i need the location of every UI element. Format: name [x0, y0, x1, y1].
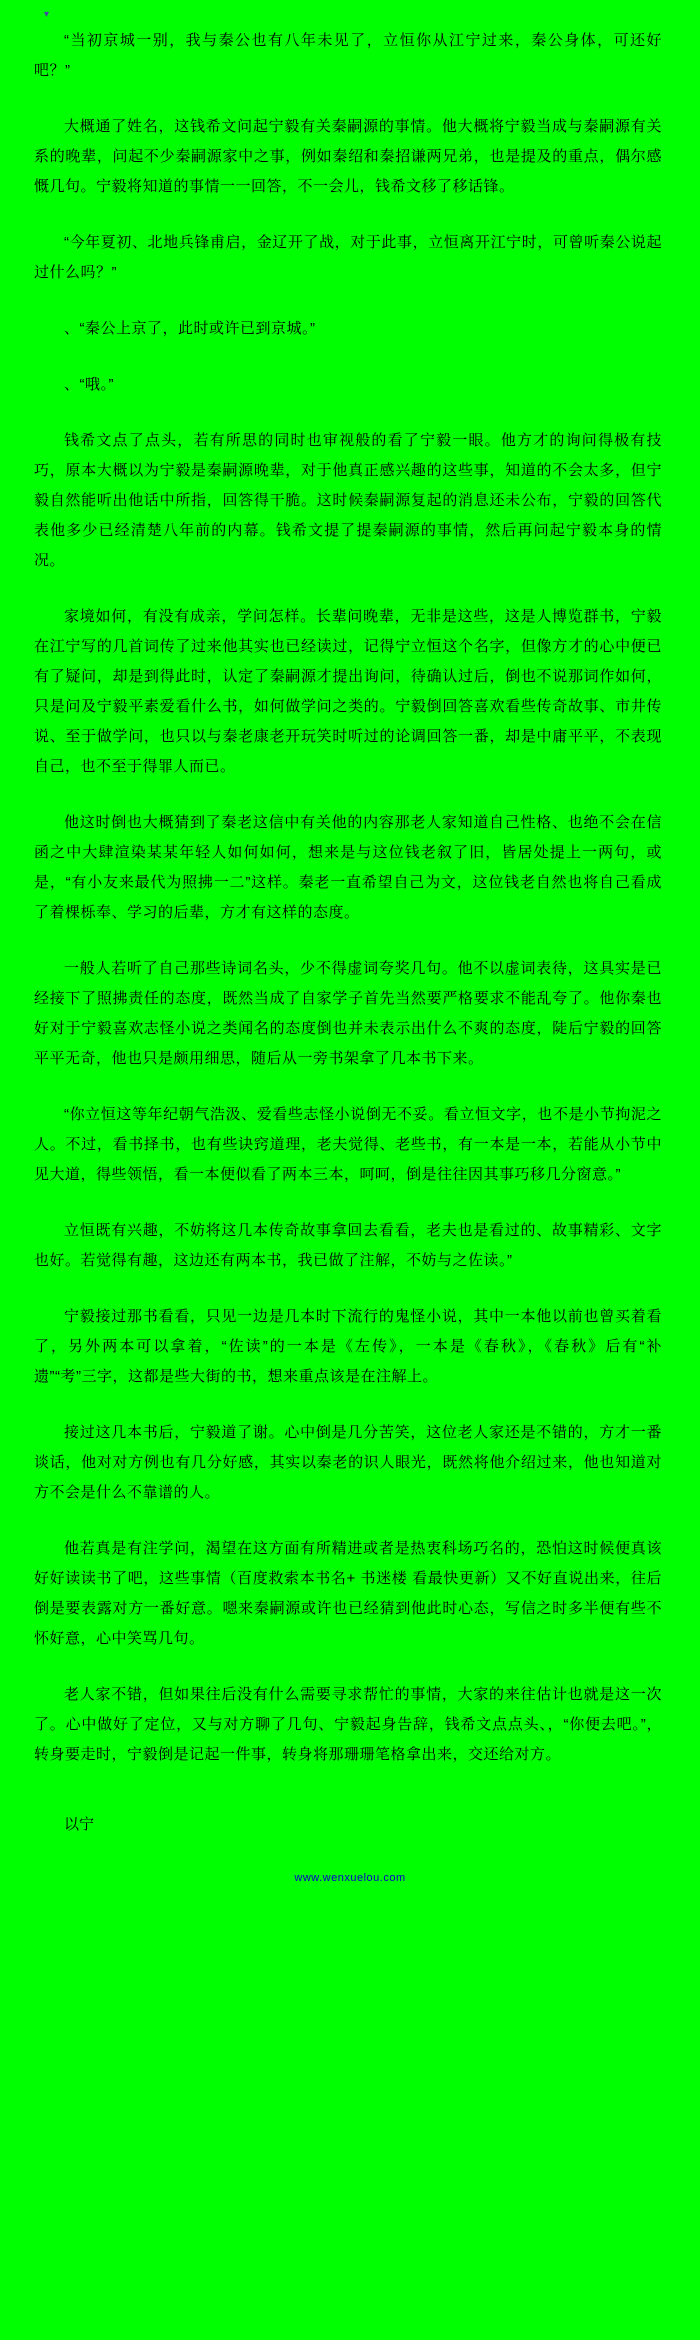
signature: 以宁 — [64, 1816, 95, 1833]
paragraph: 、“秦公上京了，此时或许已到京城。” — [64, 320, 316, 337]
paragraph: 立恒既有兴趣，不妨将这几本传奇故事拿回去看看，老夫也是看过的、故事精彩、文字也好。若觉得有趣，这边还有两本书，我已做了注解，不妨与之佐读。” — [34, 1222, 662, 1269]
top-spacer — [0, 0, 700, 26]
paragraph: “你立恒这等年纪朝气浩汲、爱看些志怪小说倒无不妥。看立恒文字，也不是小节拘泥之人。不过，看书择书，也有些诀窍道理，老夫觉得、老些书，有一本是一本，若能从小节中见大道，得些领悟，看一本便似看了两本三本，呵呵，倒是往往因其事巧移几分窗意。” — [34, 1106, 662, 1183]
paragraph: 家境如何，有没有成亲，学问怎样。长辈问晚辈，无非是这些，这是人博览群书，宁毅在江宁写的几首词传了过来他其实也已经读过，记得宁立恒这个名字，但像方才的心中便已有了疑问，却是到得此时，认定了秦嗣源才提出询问，待确认过后，倒也不说那词作如何，只是问及宁毅平素爱看什么书，如何做学问之类的。宁毅倒回答喜欢看些传奇故事、市井传说、至于做学问，也只以与秦老康老开玩笑时听过的论调回答一番，却是中庸平平，不表现自己，也不至于得罪人而已。 — [34, 608, 662, 775]
page-footer — [0, 1850, 700, 1900]
paragraph: 他若真是有注学问，渴望在这方面有所精进或者是热衷科场巧名的，恐怕这时候便真该好好读读书了吧，这些事情（百度救索本书名+ 书迷楼 看最快更新）又不好直说出来，往后倒是要表露对方一番好意。嗯来秦嗣源或许也已经猜到他此时心态，写信之时多半便有些不怀好意，心中笑骂几句。 — [34, 1540, 662, 1647]
paragraph: 他这时倒也大概猜到了秦老这信中有关他的内容那老人家知道自己性格、也绝不会在信函之中大肆渲染某某年轻人如何如何，想来是与这位钱老叙了旧，皆居处提上一两句，或是，“有小友来最代为照拂一二”这样。秦老一直希望自己为文，这位钱老自然也将自己看成了着棵栎奉、学习的后辈，方才有这样的态度。 — [34, 814, 662, 921]
paragraph: “当初京城一别，我与秦公也有八年未见了，立恒你从江宁过来，秦公身体，可还好吧？” — [34, 32, 662, 79]
top-marker-glyph: ▾ — [44, 9, 50, 20]
paragraph: “今年夏初、北地兵锋甫启，金辽开了战，对于此事，立恒离开江宁时，可曾听秦公说起过什么吗？” — [34, 234, 662, 281]
paragraph: 、“哦。” — [64, 376, 114, 393]
paragraph: 接过这几本书后，宁毅道了谢。心中倒是几分苦笑，这位老人家还是不错的，方才一番谈话，他对对方例也有几分好感，其实以秦老的识人眼光，既然将他介绍过来，他也知道对方不会是什么不靠谱的人。 — [34, 1424, 662, 1501]
paragraph: 大概通了姓名，这钱希文问起宁毅有关秦嗣源的事情。他大概将宁毅当成与秦嗣源有关系的晚辈，问起不少秦嗣源家中之事，例如秦绍和秦招谦两兄弟，也是提及的重点，偶尔感慨几句。宁毅将知道的事情一一回答，不一会儿，钱希文移了移话锋。 — [34, 118, 662, 195]
paragraph: 钱希文点了点头，若有所思的同时也审视般的看了宁毅一眼。他方才的询问得极有技巧，原本大概以为宁毅是秦嗣源晚辈，对于他真正感兴趣的这些事，知道的不会太多，但宁毅自然能听出他话中所指，回答得干脆。这时候秦嗣源复起的消息还未公布，宁毅的回答代表他多少已经清楚八年前的内幕。钱希文提了提秦嗣源的事情，然后再问起宁毅本身的情况。 — [34, 432, 662, 569]
paragraph: 宁毅接过那书看看，只见一边是几本时下流行的鬼怪小说，其中一本他以前也曾买着看了，另外两本可以拿着，“佐读”的一本是《左传》，一本是《春秋》，《春秋》后有“补遗”“考”三字，这都是些大街的书，想来重点该是在注解上。 — [34, 1308, 662, 1385]
paragraph: 一般人若听了自己那些诗词名头，少不得虚词夸奖几句。他不以虚词表待，这具实是已经接下了照拂责任的态度，既然当成了自家学子首先当然要严格要求不能乱夸了。他你秦也好对于宁毅喜欢志怪小说之类闻名的态度倒也并未表示出什么不爽的态度，陡后宁毅的回答平平无奇，他也只是颇用细思，随后从一旁书架拿了几本书下来。 — [34, 960, 662, 1067]
site-url: www.wenxuelou.com — [294, 1872, 406, 1884]
top-marker — [44, 10, 54, 20]
novel-text-body — [0, 26, 700, 1840]
paragraph: 老人家不错，但如果往后没有什么需要寻求帮忙的事情，大家的来往估计也就是这一次了。心中做好了定位，又与对方聊了几句、宁毅起身告辞，钱希文点点头、，“你便去吧。”，转身要走时，宁毅倒是记起一件事，转身将那珊珊笔格拿出来，交还给对方。 — [34, 1686, 662, 1763]
